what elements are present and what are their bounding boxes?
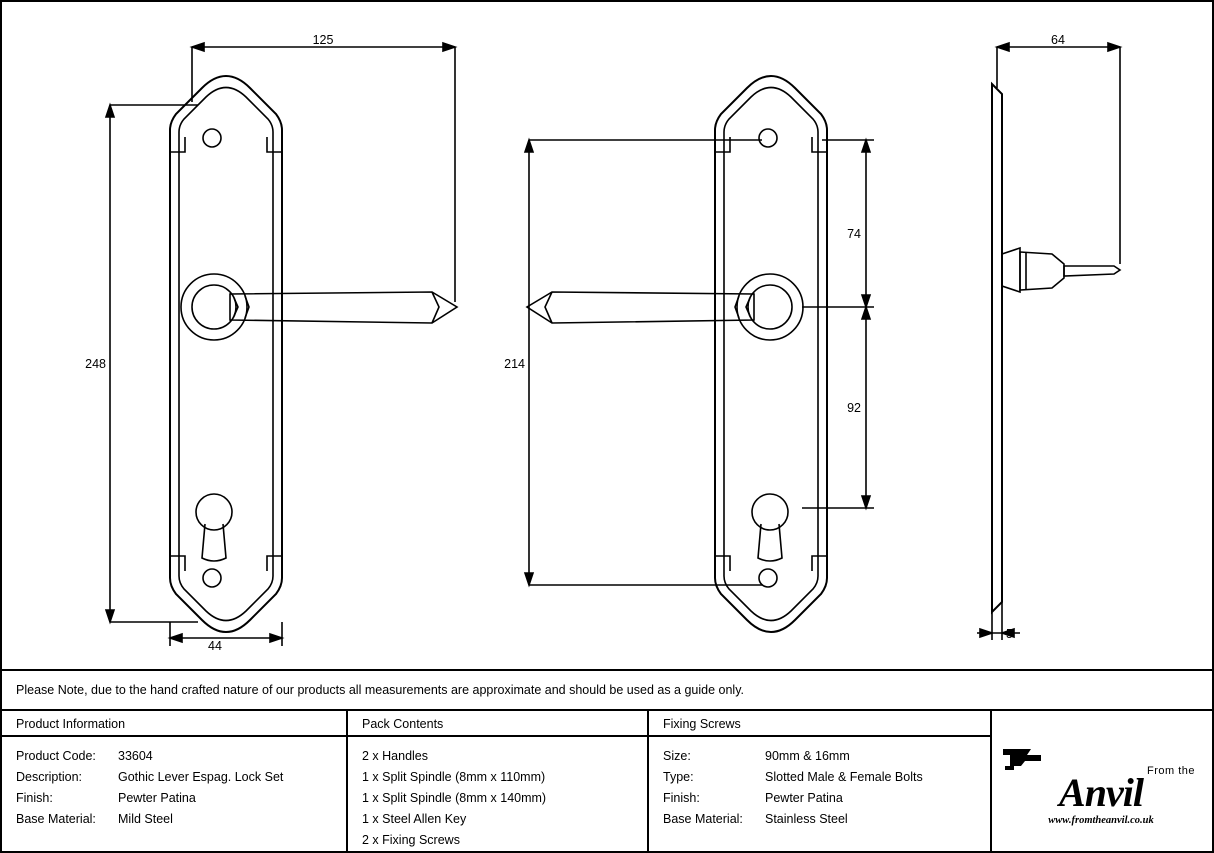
list-item: 2 x Handles <box>362 749 429 763</box>
pack-contents-table <box>348 711 649 853</box>
dimension-248 <box>106 105 198 622</box>
svg-text:74: 74 <box>847 227 861 241</box>
table-row <box>16 788 346 809</box>
svg-text:5: 5 <box>1006 627 1013 641</box>
finish-value: Pewter Patina <box>118 791 196 805</box>
base-material-value: Mild Steel <box>118 812 173 826</box>
note-text: Please Note, due to the hand crafted nature of our products all measurements are approximate and should be used as a guide only. <box>16 683 745 697</box>
svg-text:214: 214 <box>504 357 525 371</box>
finish-label: Finish: <box>16 791 53 805</box>
logo-main: Anvil <box>1059 769 1143 815</box>
table-row <box>663 767 990 788</box>
table-row <box>663 809 990 830</box>
dimension-44 <box>170 622 282 646</box>
size-label: Size: <box>663 749 691 763</box>
rear-view-plate <box>527 76 827 632</box>
svg-text:44: 44 <box>208 639 222 653</box>
logo-url: www.fromtheanvil.co.uk <box>1048 814 1154 826</box>
dimension-74 <box>802 140 874 307</box>
description-label: Description: <box>16 770 82 784</box>
size-value: 90mm & 16mm <box>765 749 850 763</box>
svg-text:125: 125 <box>312 33 334 47</box>
fixing-screws-table <box>649 711 992 853</box>
type-value: Slotted Male & Female Bolts <box>765 770 923 784</box>
dimension-64 <box>997 43 1120 264</box>
table-row <box>663 746 990 767</box>
dimension-125 <box>192 43 455 302</box>
product-code-value: 33604 <box>118 749 153 763</box>
front-view-plate <box>170 76 457 632</box>
description-value: Gothic Lever Espag. Lock Set <box>118 770 284 784</box>
screw-finish-label: Finish: <box>663 791 700 805</box>
base-material-label: Base Material: <box>16 812 96 826</box>
list-item: 1 x Steel Allen Key <box>362 812 467 826</box>
info-tables <box>2 709 1212 851</box>
screw-finish-value: Pewter Patina <box>765 791 843 805</box>
list-item: 2 x Fixing Screws <box>362 833 460 847</box>
dimension-5 <box>977 602 1020 640</box>
product-code-label: Product Code: <box>16 749 96 763</box>
type-label: Type: <box>663 770 694 784</box>
table-row <box>663 788 990 809</box>
table-row <box>16 767 346 788</box>
dimension-214 <box>525 140 762 585</box>
screw-base-material-value: Stainless Steel <box>765 812 848 826</box>
side-view <box>992 84 1120 612</box>
svg-text:248: 248 <box>85 357 106 371</box>
list-item: 1 x Split Spindle (8mm x 110mm) <box>362 770 546 784</box>
svg-text:92: 92 <box>847 401 861 415</box>
pack-contents-header: Pack Contents <box>348 711 647 737</box>
anvil-icon <box>1001 739 1043 773</box>
table-row <box>16 809 346 830</box>
product-information-table <box>2 711 348 853</box>
screw-base-material-label: Base Material: <box>663 812 743 826</box>
note-bar <box>2 669 1212 709</box>
product-information-header: Product Information <box>2 711 346 737</box>
brand-logo <box>992 711 1210 853</box>
dimension-92 <box>802 307 874 508</box>
list-item: 1 x Split Spindle (8mm x 140mm) <box>362 791 547 805</box>
table-row <box>16 746 346 767</box>
svg-text:64: 64 <box>1051 33 1065 47</box>
logo-line1: From the <box>1146 764 1195 777</box>
fixing-screws-header: Fixing Screws <box>649 711 990 737</box>
